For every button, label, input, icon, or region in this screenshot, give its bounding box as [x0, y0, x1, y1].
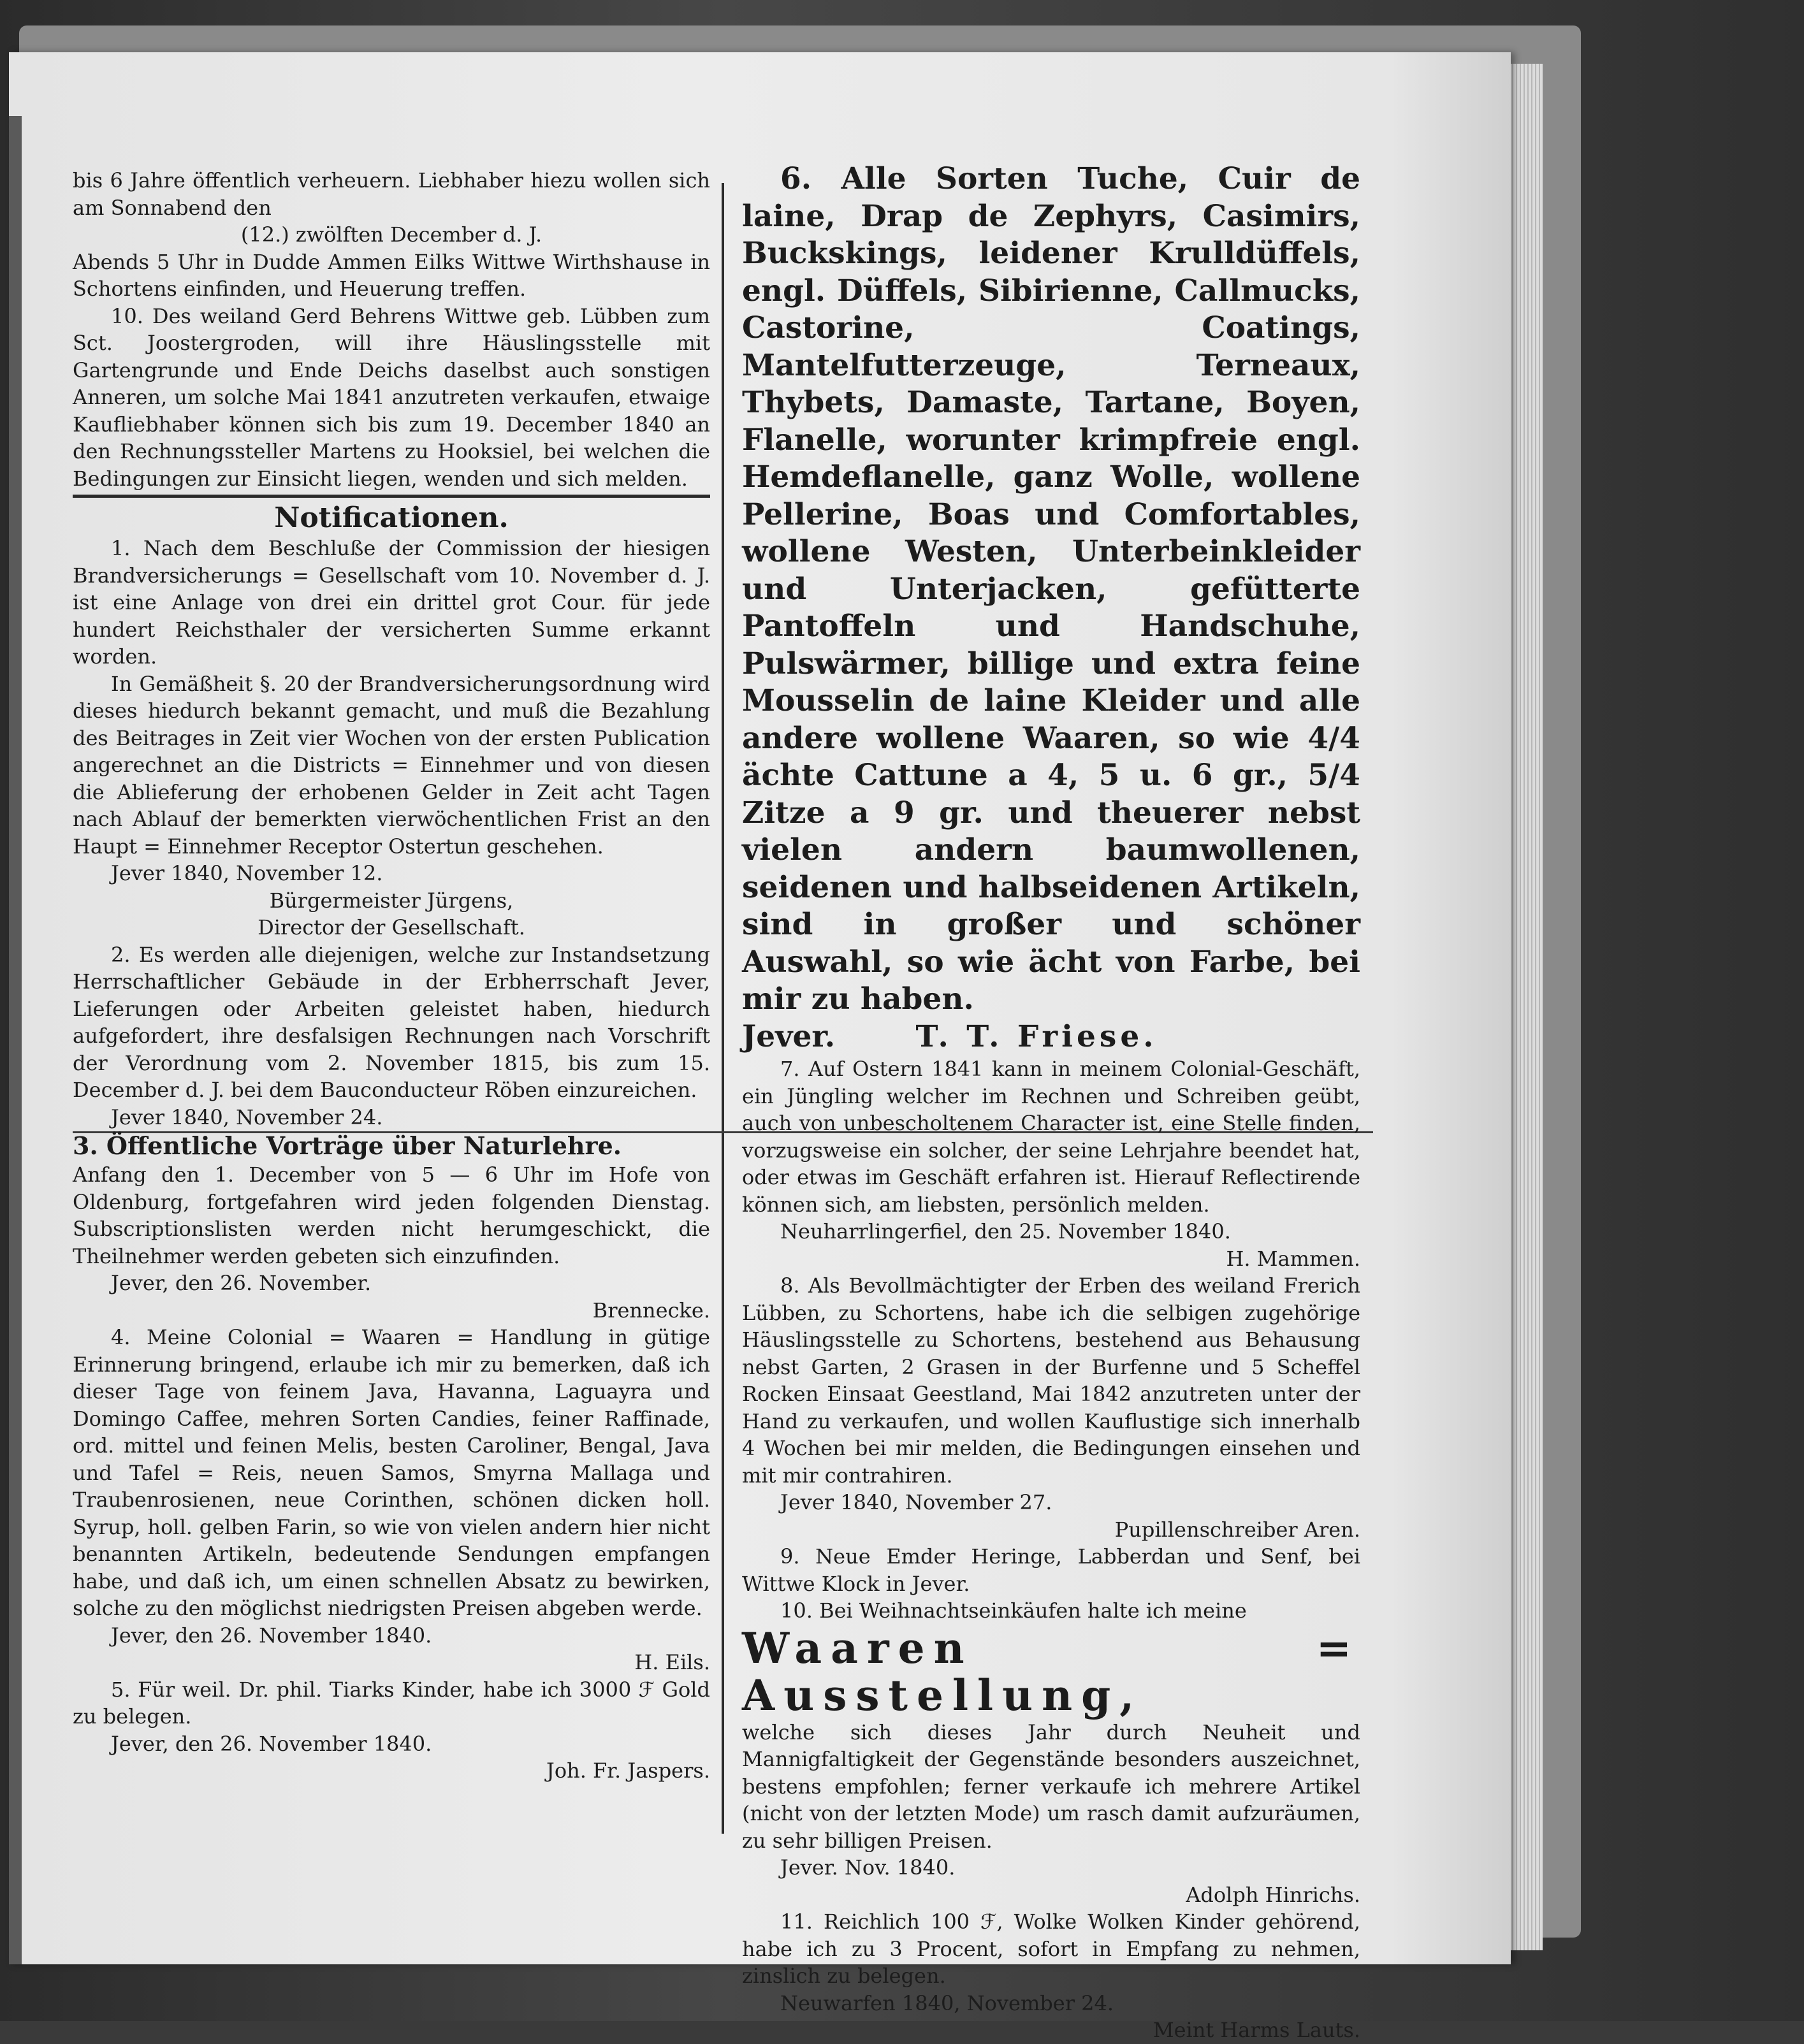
notice-11-text: 11. Reichlich 100 ℱ, Wolke Wolken Kinder gehörend, habe ich zu 3 Procent, sofort in Empfang zu nehmen, zinslich zu belegen. — [742, 1910, 1360, 1988]
notice-10-exhibition-title: Waaren = Ausstellung, — [742, 1623, 1360, 1720]
notification-2-date: Jever 1840, November 24. — [111, 1105, 383, 1129]
notification-4-date: Jever, den 26. November 1840. — [111, 1623, 432, 1648]
notification-1-date: Jever 1840, November 12. — [111, 861, 383, 885]
notice-10-intro: 10. Bei Weihnachtseinkäufen halte ich meine — [780, 1598, 1247, 1623]
notification-4-signer: H. Eils. — [634, 1650, 710, 1674]
notice-9-date: (12.) zwölften December d. J. — [240, 222, 542, 247]
notice-11-signer: Meint Harms Lauts. — [1153, 2018, 1360, 2042]
notification-3-date: Jever, den 26. November. — [111, 1271, 372, 1295]
column-divider — [722, 183, 724, 1834]
notice-8-signer: Pupillenschreiber Aren. — [1114, 1517, 1360, 1542]
left-column — [73, 167, 710, 1785]
section-rule — [73, 495, 710, 498]
notification-3-signer: Brennecke. — [592, 1298, 710, 1323]
notice-7-text: 7. Auf Ostern 1841 kann in meinem Colonial-Geschäft, ein Jüngling welcher im Rechnen und Schreiben geübt, auch von unbescholtenem Character ist, eine Stelle finden, vorzugsweise ein solcher, der seine Lehrjahre beendet hat, oder etwas im Geschäft erfahren ist. Hierauf Reflectirende können sich, am liebsten, persönlich melden. — [742, 1057, 1360, 1217]
notification-4-text: 4. Meine Colonial = Waaren = Handlung in gütige Erinnerung bringend, erlaube ich mir zu bemerken, daß ich dieser Tage von feinem Java, Havanna, Laguayra und Domingo Caffee, mehren Sorten Candies, feiner Raffinade, ord. mittel und feinen Melis, besten Caroliner, Bengal, Java und Tafel = Reis, neuen Samos, Smyrna Mallaga und Traubenrosienen, neue Corinthen, schönen dicken holl. Syrup, holl. gelben Farin, so wie von vielen andern hier nicht benannten Artikeln, bedeutende Sendungen empfangen habe, und daß ich, um einen schnellen Absatz zu bewirken, solche zu den möglichst niedrigsten Preisen abgeben werde. — [73, 1325, 710, 1620]
notice-9-text: bis 6 Jahre öffentlich verheuern. Liebhaber hiezu wollen sich am Sonnabend den — [73, 168, 710, 220]
notification-1-text: 1. Nach dem Beschluße der Commission der hiesigen Brandversicherungs = Gesellschaft vom 10. November d. J. ist eine Anlage von drei ein drittel grot Cour. für jede hundert Reichsthaler der versicherten Summe erkannt worden. — [73, 536, 710, 669]
notification-5-signer: Joh. Fr. Jaspers. — [546, 1758, 710, 1783]
notice-6-signature — [742, 1018, 1360, 1056]
notification-3-text: Anfang den 1. December von 5 — 6 Uhr im Hofe von Oldenburg, fortgefahren wird jeden folgenden Dienstag. Subscriptionslisten werden nicht herumgeschickt, die Theilnehmer werden gebeten sich einzufinden. — [73, 1163, 710, 1268]
notice-6-advertisement: 6. Alle Sorten Tuche, Cuir de laine, Drap de Zephyrs, Casimirs, Buckskings, leidener Krulldüffels, engl. Düffels, Sibirienne, Callmucks, Castorine, Coatings, Mantelfutterzeuge, Terneaux, Thybets, Damaste, Tartane, Boyen, Flanelle, worunter krimpfreie engl. Hemdeflanelle, ganz Wolle, wollene Pellerine, Boas und Comfortables, wollene Westen, Unterbeinkleider und Unterjacken, gefütterte Pantoffeln und Handschuhe, Pulswärmer, billige und extra feine Mousselin de laine Kleider und alle andere wollene Waaren, so wie 4/4 ächte Cattune a 4, 5 u. 6 gr., 5/4 Zitze a 9 gr. und theuerer nebst vielen andern baumwollenen, seidenen und halbseidenen Artikeln, sind in großer und schöner Auswahl, so wie ächt von Farbe, bei mir zu haben. — [742, 161, 1360, 1017]
notice-6-place: Jever. — [742, 1018, 836, 1054]
notification-5-text: 5. Für weil. Dr. phil. Tiarks Kinder, habe ich 3000 ℱ Gold zu belegen. — [73, 1677, 710, 1729]
notice-9-text-end: Abends 5 Uhr in Dudde Ammen Eilks Wittwe Wirthshause in Schortens einfinden, und Heuerung treffen. — [73, 249, 710, 301]
notification-1-signer-title: Director der Gesellschaft. — [258, 915, 525, 939]
document-page — [9, 52, 1511, 2042]
page-gutter — [9, 116, 22, 1964]
notification-3-title: 3. Öffentliche Vorträge über Naturlehre. — [73, 1131, 622, 1160]
notice-7-date: Neuharrlingerfiel, den 25. November 1840. — [780, 1219, 1231, 1243]
notice-10-date: Jever. Nov. 1840. — [780, 1855, 956, 1880]
notice-8-text: 8. Als Bevollmächtigter der Erben des weiland Frerich Lübben, zu Schortens, habe ich die selbigen zugehörige Häuslingsstelle zu Schortens, bestehend aus Behausung nebst Garten, 2 Grasen in der Burfenne und 5 Scheffel Rocken Einsaat Geestland, Mai 1842 anzutreten unter der Hand zu verkaufen, und wollen Kauflustige sich innerhalb 4 Wochen bei mir melden, die Bedingungen einsehen und mit mir contrahiren. — [742, 1273, 1360, 1488]
notice-6-signer: T. T. Friese. — [915, 1018, 1158, 1054]
notification-1-text-2: In Gemäßheit §. 20 der Brandversicherungsordnung wird dieses hiedurch bekannt gemacht, und muß die Bezahlung des Beitrages in Zeit vier Wochen von der ersten Publication angerechnet an die Districts = Einnehmer und von diesen die Ablieferung der erhobenen Gelder in Zeit acht Tagen nach Ablauf der bemerkten vierwöchentlichen Frist an den Haupt = Einnehmer Receptor Ostertun geschehen. — [73, 671, 710, 859]
notice-10-signer: Adolph Hinrichs. — [1186, 1882, 1360, 1907]
notice-7-signer: H. Mammen. — [1226, 1246, 1360, 1271]
notice-11-date: Neuwarfen 1840, November 24. — [780, 1990, 1114, 2015]
right-column — [742, 161, 1360, 2044]
notification-5-date: Jever, den 26. November 1840. — [111, 1731, 432, 1756]
notice-8-date: Jever 1840, November 27. — [780, 1490, 1052, 1514]
notice-9-text: 9. Neue Emder Heringe, Labberdan und Senf, bei Wittwe Klock in Jever. — [742, 1544, 1360, 1596]
notice-10-text: 10. Des weiland Gerd Behrens Wittwe geb. Lübben zum Sct. Joostergroden, will ihre Häuslingsstelle mit Gartengrunde und Ende Deichs daselbst auch sonstigen Anneren, um solche Mai 1841 anzutreten verkaufen, etwaige Kaufliebhaber können sich bis zum 19. December 1840 an den Rechnungssteller Martens zu Hooksiel, bei welchen die Bedingungen zur Einsicht liegen, wenden und sich melden. — [73, 303, 710, 491]
notification-2-text: 2. Es werden alle diejenigen, welche zur Instandsetzung Herrschaftlicher Gebäude in der Erbherrschaft Jever, Lieferungen oder Arbeiten geleistet haben, hiedurch aufgefordert, ihre desfalsigen Rechnungen nach Vorschrift der Verordnung vom 2. November 1815, bis zum 15. December d. J. bei dem Bauconducteur Röben einzureichen. — [73, 942, 710, 1102]
section-heading: Notificationen. — [274, 502, 509, 534]
notification-1-signer: Bürgermeister Jürgens, — [269, 888, 514, 913]
notice-10-text: welche sich dieses Jahr durch Neuheit und Mannigfaltigkeit der Gegenstände besonders auszeichnet, bestens empfohlen; ferner verkaufe ich mehrere Artikel (nicht von der letzten Mode) um rasch damit aufzuräumen, zu sehr billigen Preisen. — [742, 1720, 1360, 1853]
